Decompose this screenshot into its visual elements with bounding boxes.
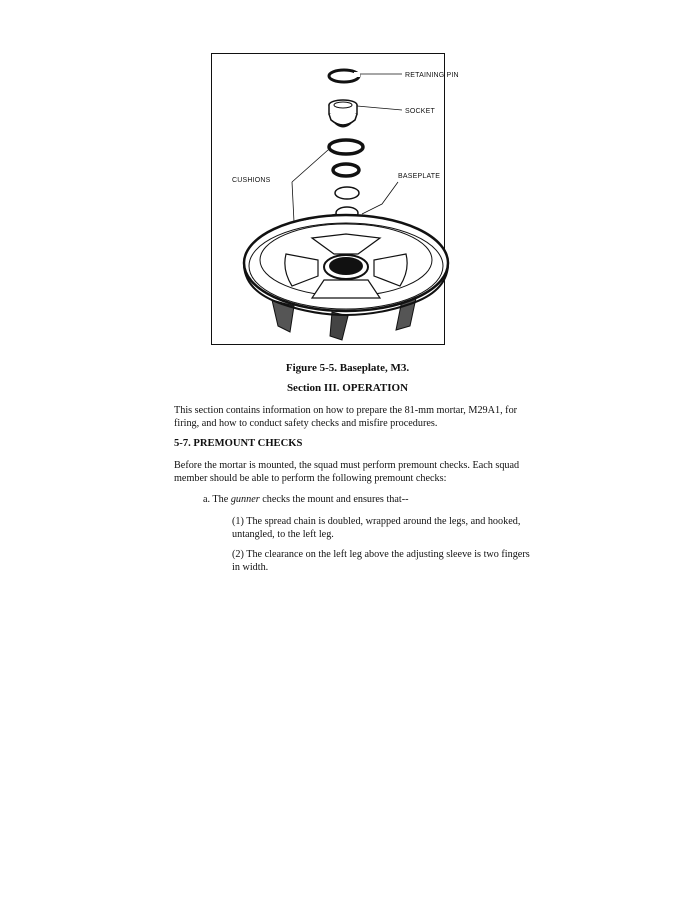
baseplate-label: BASEPLATE	[398, 173, 441, 180]
socket-drawing	[329, 100, 357, 128]
section-intro-paragraph	[174, 405, 534, 430]
baseplate-figure	[211, 53, 459, 345]
item-a-emphasis: gunner	[230, 494, 260, 505]
text-line: firing, and how to conduct safety checks and misfire procedures.	[174, 417, 438, 429]
socket-label: SOCKET	[405, 108, 435, 115]
text-line: untangled, to the left leg.	[232, 528, 334, 540]
retaining-pin-drawing	[329, 70, 360, 82]
item-a-prefix: a. The	[203, 494, 231, 505]
text-line: (1) The spread chain is doubled, wrapped around the legs, and hooked,	[232, 516, 521, 527]
premount-heading: 5-7. PREMOUNT CHECKS	[174, 438, 303, 449]
cushion-drawings	[329, 140, 363, 219]
cushions-label: CUSHIONS	[232, 177, 271, 184]
baseplate-drawing	[244, 215, 448, 340]
text-line: member should be able to perform the following premount checks:	[174, 472, 447, 484]
callout-leaders	[292, 74, 402, 222]
section-title: Section III. OPERATION	[286, 382, 409, 394]
retaining-pin-label: RETAINING PIN	[405, 72, 459, 79]
figure-caption: Figure 5-5. Baseplate, M3.	[285, 362, 410, 374]
text-line: (2) The clearance on the left leg above the adjusting sleeve is two fingers	[232, 549, 530, 560]
text-line: This section contains information on how to prepare the 81-mm mortar, M29A1, for	[174, 405, 518, 416]
item-a-suffix: checks the mount and ensures that--	[259, 494, 409, 505]
text-line: Before the mortar is mounted, the squad must perform premount checks. Each squad	[174, 460, 520, 471]
step-2-paragraph	[232, 549, 532, 574]
step-1-paragraph	[232, 516, 532, 541]
text-line: in width.	[232, 561, 269, 573]
item-a-paragraph	[203, 494, 563, 507]
premount-intro-paragraph	[174, 460, 534, 485]
baseplate-illustration	[212, 54, 459, 346]
